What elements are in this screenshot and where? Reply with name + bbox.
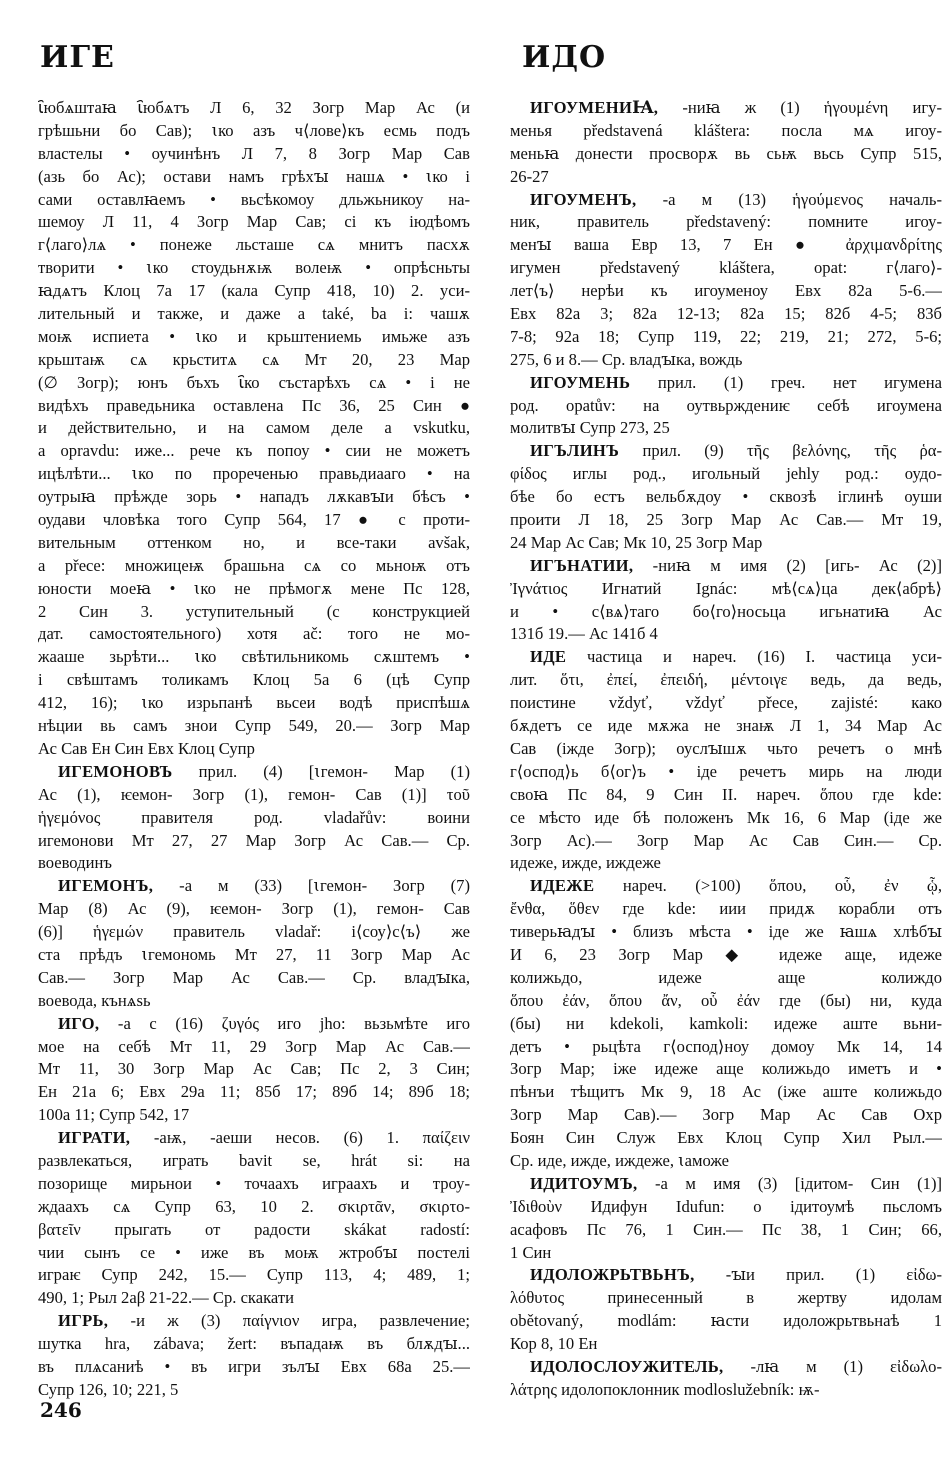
entry-text: (бы) ни kdekoli, kamkoli: идеже аште вьни- — [510, 1013, 942, 1033]
entry-line — [38, 417, 470, 440]
entry-text: играѥ Супр 242, 15.— Супр 113, 4; 489, 1; — [38, 1265, 470, 1285]
entry-text: шемоу Л 11, 4 Зогр Мар Сав; сі къ іюдѣомъ — [38, 212, 470, 232]
entry-text: позорище мирьнои • точаахъ играахъ и троу- — [38, 1173, 470, 1193]
entry-line — [38, 234, 470, 257]
entry-text: 490, 1; Рыл 2аβ 21-22.— Ср. скакати — [38, 1288, 294, 1308]
dictionary-entry — [510, 440, 942, 554]
headword: ИГРЬ, — [58, 1311, 109, 1331]
entry-text: Сав (іжде Зогр); оуслꙑшѫ чьто речетъ о мнѣ — [510, 738, 942, 758]
entry-line — [510, 623, 942, 646]
headword: ИДОЛОЖРЬТВЬНЪ, — [530, 1265, 695, 1285]
entry-line — [510, 875, 942, 898]
entry-line — [510, 1242, 942, 1265]
entry-text: λάτρης идолопоклонник modloslužebník: ѭ- — [510, 1379, 820, 1399]
entry-line — [38, 921, 470, 944]
dictionary-entry — [510, 875, 942, 1173]
entry-line — [510, 1036, 942, 1059]
headword: ИГО, — [58, 1013, 100, 1033]
entry-text: Зогр Мар Сав).— Зогр Мар Ас Сав Охр — [510, 1105, 942, 1125]
entry-text: юности моеꙗ • ꙇко не прѣмогѫ мене Пс 128, — [38, 578, 470, 598]
entry-line — [510, 257, 942, 280]
dictionary-entry — [510, 1356, 942, 1402]
running-head-left: ИГЕ — [40, 40, 115, 75]
entry-line — [510, 486, 942, 509]
entry-line — [510, 1081, 942, 1104]
entry-text: моѭ испиета • ꙇко и крьштениемь имьже азъ — [38, 326, 470, 346]
entry-line — [38, 1127, 470, 1150]
entry-line — [38, 303, 470, 326]
entry-line — [510, 738, 942, 761]
entry-text: нѣции вь самъ знои Супр 549, 20.— Зогр Мар — [38, 716, 470, 736]
entry-line — [510, 830, 942, 853]
entry-line — [38, 898, 470, 921]
entry-text: развлекаться, играть bavit se, hrát si: на — [38, 1150, 470, 1170]
entry-text: Мт 11, 30 Зогр Мар Ас Сав; Пс 2, 3 Син; — [38, 1059, 470, 1079]
entry-text: Сав.— Зогр Мар Ас Сав.— Ср. владꙑка, — [38, 967, 470, 987]
entry-line — [38, 852, 470, 875]
entry-line — [38, 1219, 470, 1242]
entry-line — [38, 1242, 470, 1265]
entry-line — [38, 257, 470, 280]
entry-text: βατεῖν прыгать от радости skákat radostí: — [38, 1219, 470, 1239]
entry-line — [38, 692, 470, 715]
entry-line — [510, 509, 942, 532]
entry-line — [38, 97, 470, 120]
entry-line — [38, 509, 470, 532]
entry-line — [510, 898, 942, 921]
entry-line — [38, 875, 470, 898]
headword: ИДЕ — [530, 647, 567, 667]
entry-line — [38, 669, 470, 692]
entry-text: -а м имя (3) [ідитом- Син (1)] — [637, 1173, 942, 1193]
dictionary-entry — [510, 646, 942, 875]
entry-line — [38, 761, 470, 784]
entry-line — [38, 784, 470, 807]
entry-text: Евх 82а 3; 82а 12-13; 82а 15; 82б 4-5; 83б — [510, 304, 942, 324]
entry-line — [38, 1173, 470, 1196]
entry-line — [38, 1081, 470, 1104]
headword: ИГЕМОНЪ, — [58, 876, 154, 896]
entry-text: -ꙑи прил. (1) εἰδω- — [694, 1265, 942, 1285]
entry-text: obětovaný, modlám: ꙗсти идоложрьтвьнаѣ 1 — [510, 1311, 942, 1331]
entry-line — [510, 692, 942, 715]
entry-text: лет⟨ъ⟩ нерѣи къ игоуменоу Евх 82а 5-6.— — [510, 281, 942, 301]
entry-text: Ен 21а 6; Евх 29а 11; 85б 17; 89б 14; 89б 18; — [38, 1082, 470, 1102]
entry-line — [38, 1264, 470, 1287]
entry-line — [38, 280, 470, 303]
entry-text: игемонови Мт 27, 27 Мар Зогр Ас Сав.— Ср. — [38, 830, 470, 850]
entry-line — [510, 852, 942, 875]
entry-text: ꙇ҄юбѧштаꙗ ꙇ҄юбѧтъ Л 6, 32 Зогр Мар Ас (и — [38, 98, 470, 117]
entry-text: колижьдо, идеже аще колиждо — [510, 967, 942, 987]
headword: ИДИТОУМЪ, — [530, 1173, 638, 1193]
entry-line — [510, 646, 942, 669]
entry-line — [510, 578, 942, 601]
dictionary-entry — [38, 1127, 470, 1310]
entry-text: 26-27 — [510, 166, 549, 186]
dictionary-entry — [38, 97, 470, 761]
entry-line — [38, 463, 470, 486]
entry-text: жааше зьрѣти... ꙇко свѣтильникомь сѫштемъ • — [38, 647, 470, 667]
dictionary-entry — [38, 761, 470, 875]
entry-line — [38, 440, 470, 463]
entry-line — [38, 1356, 470, 1379]
entry-line — [510, 990, 942, 1013]
entry-text: асафовъ Пс 76, 1 Син.— Пс 38, 1 Син; 66, — [510, 1219, 942, 1239]
entry-line — [510, 1379, 942, 1402]
entry-line — [38, 578, 470, 601]
entry-line — [38, 1150, 470, 1173]
entry-text: поистине vždyť, vždyť přece, zajisté: како — [510, 693, 942, 713]
entry-text: 131б 19.— Ас 141б 4 — [510, 624, 658, 644]
headword: ИГЕМОНОВЪ — [58, 761, 173, 781]
entry-line — [38, 990, 470, 1013]
entry-text: a přece: множицеѭ брашьна сѧ со мьноѭ отъ — [38, 555, 470, 575]
entry-text: ὅπου ἐάν, ὅπου ἄν, οὗ ἐάν где (бы) ни, куда — [510, 990, 942, 1010]
headword: ИДЕЖЕ — [530, 876, 595, 896]
entry-text: -аѭ, -аеши несов. (6) 1. παίζειν — [130, 1128, 470, 1148]
entry-line — [38, 189, 470, 212]
entry-line — [38, 120, 470, 143]
entry-text: въ плѧсаниѣ • въ игри зълꙑ Евх 68а 25.— — [38, 1356, 470, 1376]
entry-line — [38, 646, 470, 669]
entry-line — [38, 143, 470, 166]
entry-text: г⟨лаго⟩лѧ • понеже льсташе сѧ мнитъ пасхѫ — [38, 235, 470, 255]
column-left — [38, 97, 470, 1402]
entry-text: И 6, 23 Зогр Мар ◆ идеже аще, идеже — [510, 944, 942, 964]
entry-text: воевода, кънѧѕь — [38, 990, 151, 1010]
entry-line — [510, 234, 942, 257]
entry-text: творити • ꙇко стоудьнѫѭ волеѭ • опрѣсньты — [38, 258, 470, 278]
entry-text: крьштаѭ сѧ крьститѧ сѧ Мт 20, 23 Мар — [38, 349, 470, 369]
entry-line — [38, 807, 470, 830]
entry-line — [38, 349, 470, 372]
entry-text: властелы • оучинѣнъ Л 7, 8 Зогр Мар Сав — [38, 143, 470, 163]
entry-line — [510, 1219, 942, 1242]
entry-text: чии сынъ се • иже въ моѭ жтробꙑ постелі — [38, 1242, 470, 1262]
entry-text: ἔνθα, ὅθεν где kde: иии придѫ корабли отъ — [510, 899, 942, 919]
entry-text: менья představená kláštera: посла мѧ игоу- — [510, 120, 942, 140]
entry-line — [38, 166, 470, 189]
headword: ИДОЛОСЛОУЖИТЕЛЬ, — [530, 1356, 724, 1376]
entry-line — [38, 1333, 470, 1356]
entry-line — [38, 967, 470, 990]
entry-line — [510, 280, 942, 303]
headword: ИГРАТИ, — [58, 1128, 131, 1148]
entry-line — [38, 738, 470, 761]
dictionary-entry — [510, 97, 942, 189]
entry-line — [510, 463, 942, 486]
entry-text: Супр 126, 10; 221, 5 — [38, 1379, 179, 1399]
entry-line — [38, 1379, 470, 1402]
entry-text: -ниꙗ м имя (2) [игь- Ас (2)] — [633, 555, 942, 575]
entry-text: игумен představený kláštera, opat: г⟨лаго⟩- — [510, 258, 942, 278]
entry-text: -ниꙗ ж (1) ἡγουμένη игу- — [658, 98, 942, 117]
entry-line — [38, 372, 470, 395]
entry-text: (азь бо Ас); остави намъ грѣхꙑ нашѧ • ꙇко і — [38, 166, 470, 186]
entry-text: и • с⟨вѧ⟩таго бо⟨го⟩носьца игьнатиꙗ Ас — [510, 601, 942, 621]
dictionary-entry — [38, 1013, 470, 1127]
entry-text: Ἰγνάτιος Игнатий Ignác: мѣ⟨сѧ⟩ца дек⟨абрѣ⟩ — [510, 578, 942, 598]
entry-line — [38, 395, 470, 418]
entry-line — [510, 395, 942, 418]
entry-line — [510, 417, 942, 440]
entry-text: -и ж (3) παίγνιον игра, развлечение; — [108, 1311, 470, 1331]
entry-line — [510, 1356, 942, 1379]
entry-text: меньꙗ донести просворѫ вь сьѭ вьсь Супр 515, — [510, 143, 942, 163]
entry-line — [510, 555, 942, 578]
entry-text: прил. (1) греч. нет игумена — [630, 372, 942, 392]
entry-text: λόθυτος принесенный в жертву идолам — [510, 1288, 942, 1308]
entry-text: род. opatův: на оутвьрждениѥ себѣ игоумена — [510, 395, 942, 415]
entry-line — [510, 715, 942, 738]
entry-text: Мар (8) Ас (9), ѥемон- Зогр (1), гемон- Сав — [38, 899, 470, 919]
entry-text: дат. самостоятельного) хотя ač: того не мо- — [38, 624, 470, 644]
entry-line — [38, 944, 470, 967]
entry-text: ꙗдѧтъ Клоц 7а 17 (кала Супр 418, 10) 2. уси- — [38, 281, 470, 301]
dictionary-entry — [38, 1310, 470, 1402]
column-right — [510, 97, 942, 1402]
entry-text: ἡγεμόνος правителя род. vladařův: воини — [38, 807, 470, 827]
entry-text: ждаахъ сѧ Супр 63, 10 2. σκιρτᾶν, σκιρτο- — [38, 1196, 470, 1216]
entry-line — [38, 1104, 470, 1127]
entry-line — [510, 1287, 942, 1310]
entry-line — [510, 784, 942, 807]
entry-text: и действительно, и на самом деле a vskutku, — [38, 418, 470, 438]
entry-text: -а с (16) ζυγός иго jho: вьзьмѣте иго — [99, 1013, 470, 1033]
entry-text: частица и нареч. (16) I. частица уси- — [566, 647, 942, 667]
dictionary-entry — [510, 189, 942, 372]
entry-line — [510, 166, 942, 189]
headword: ИГОУМЕНИꙖ, — [530, 98, 659, 117]
entry-line — [38, 211, 470, 234]
entry-text: 7-8; 92а 18; Супр 119, 22; 219, 21; 272, 5-6; — [510, 326, 942, 346]
entry-text: оутрыꙗ прѣжде зорь • нападъ лѫкавꙑи бѣсъ • — [38, 487, 470, 507]
entry-text: видѣхъ праведьника оставлена Пс 36, 25 Син ● — [38, 395, 470, 415]
entry-line — [510, 372, 942, 395]
entry-line — [38, 601, 470, 624]
entry-text: оудави чловѣка того Супр 564, 17 ● с проти- — [38, 510, 470, 530]
entry-text: сами оставлꙗемъ • вьсѣкомоу дльжьникоу на- — [38, 189, 470, 209]
entry-line — [510, 440, 942, 463]
entry-text: мое на себѣ Мт 11, 29 Зогр Мар Ас Сав.— — [38, 1036, 470, 1056]
entry-text: вительным оттенком но, и все-таки avšak, — [38, 532, 470, 552]
entry-text: (6)] ἡγεμών правитель vladař: і⟨соу⟩с⟨ъ⟩ же — [38, 922, 470, 942]
entry-text: се мѣсто иде бѣ положенъ Мк 16, 6 Мар (іде же — [510, 807, 942, 827]
entry-text: идеже, иждe, иждеже — [510, 853, 661, 873]
entry-text: нареч. (>100) ὅπου, οὗ, ἐν ᾧ, — [594, 876, 942, 896]
entry-line — [510, 967, 942, 990]
entry-text: -а м (33) [ꙇгемон- Зогр (7) — [153, 876, 470, 896]
entry-text: ицѣлѣти... ꙇко по прореченью правьдиааго • на — [38, 464, 470, 484]
entry-line — [510, 1104, 942, 1127]
entry-line — [510, 211, 942, 234]
entry-line — [38, 1058, 470, 1081]
entry-text: шутка hra, zábava; žert: въпадаѭ въ блѫдꙑ... — [38, 1334, 470, 1354]
entry-line — [38, 715, 470, 738]
entry-line — [510, 761, 942, 784]
entry-line — [510, 807, 942, 830]
entry-text: лит. ὅτι, ἐπεί, ἐπειδή, μέντοιγε ведь, да ведь, — [510, 670, 942, 690]
entry-text: (∅ Зогр); юнъ бъхъ ꙇ҄ко състарѣхъ сѧ • і не — [38, 372, 470, 392]
entry-text: -лꙗ м (1) εἰδωλο- — [723, 1356, 942, 1376]
entry-text: Ср. иде, ижде, иждеже, ꙇаможе — [510, 1150, 730, 1170]
entry-line — [510, 1173, 942, 1196]
entry-line — [510, 1310, 942, 1333]
entry-text: прил. (4) [ꙇгемон- Мар (1) — [172, 761, 470, 781]
entry-text: Ἰδιθοὺν Идифун Idufun: о ідитоумѣ пьсломъ — [510, 1196, 942, 1216]
entry-text: 24 Мар Ас Сав; Мк 10, 25 Зогр Мар — [510, 532, 763, 552]
entry-line — [510, 532, 942, 555]
dictionary-entry — [38, 875, 470, 1012]
entry-text: воеводинъ — [38, 853, 112, 873]
entry-text: Боян Син Служ Евх Клоц Супр Хил Рыл.— — [510, 1128, 942, 1148]
entry-text: молитвꙑ Супр 273, 25 — [510, 418, 670, 438]
entry-line — [38, 1196, 470, 1219]
entry-line — [510, 944, 942, 967]
entry-text: Ас (1), ѥемон- Зогр (1), гемон- Сав (1)] τοῦ — [38, 784, 470, 804]
dictionary-entry — [510, 1264, 942, 1356]
dictionary-entry — [510, 372, 942, 441]
entry-line — [510, 669, 942, 692]
entry-text: г⟨оспод⟩ь б⟨ог⟩ъ • іде речетъ мирь на люди — [510, 761, 942, 781]
entry-line — [38, 1310, 470, 1333]
entry-text: 2 Син 3. уступительный (с конструкцией — [38, 601, 470, 621]
entry-text: своꙗ Пс 84, 9 Син II. нареч. ὅπου где kde: — [510, 784, 942, 804]
entry-text: 100а 11; Супр 542, 17 — [38, 1105, 190, 1125]
page-number: 246 — [40, 1398, 82, 1422]
entry-text: лительный и также, и даже a také, ba i: чашѫ — [38, 304, 470, 324]
entry-line — [510, 1058, 942, 1081]
headword: ИГЪНАТИИ, — [530, 555, 634, 575]
entry-line — [510, 1127, 942, 1150]
entry-line — [38, 326, 470, 349]
entry-text: бѣе бо естъ вельбѫдоу • сквозѣ іглинѣ оуши — [510, 487, 942, 507]
entry-text: Ас Сав Ен Син Евх Клоц Супр — [38, 738, 255, 758]
headword: ИГОУМЕНЪ, — [530, 189, 637, 209]
entry-line — [510, 1264, 942, 1287]
entry-text: грѣшьни бо Сав); ꙇко азъ ч⟨лове⟩къ есмь подъ — [38, 120, 470, 140]
entry-text: a opravdu: иже... рече къ попоу • сии не можетъ — [38, 441, 470, 461]
headword: ИГЪЛИНЪ — [530, 441, 620, 461]
dictionary-entry — [510, 555, 942, 647]
headword: ИГОУМЕНЬ — [530, 372, 631, 392]
dictionary-entry — [510, 1173, 942, 1265]
entry-text: φίδος иглы род., игольный jehly род.: оудо- — [510, 464, 942, 484]
entry-text: прил. (9) τῆς βελόνης, τῆς ῥα- — [619, 441, 942, 461]
entry-text: 1 Син — [510, 1242, 552, 1262]
entry-text: ста прѣдъ ꙇгемономь Мт 27, 11 Зогр Мар Ас — [38, 944, 470, 964]
entry-line — [38, 555, 470, 578]
entry-line — [38, 532, 470, 555]
entry-line — [38, 1036, 470, 1059]
entry-line — [38, 1287, 470, 1310]
entry-line — [510, 143, 942, 166]
entry-text: детъ • рьцѣта г⟨оспод⟩ноу домоу Мк 14, 14 — [510, 1036, 942, 1056]
entry-text: Кор 8, 10 Ен — [510, 1334, 598, 1354]
entry-line — [38, 830, 470, 853]
entry-line — [510, 189, 942, 212]
entry-text: бѫдетъ се иде мѫжа не знаѭ Л 1, 34 Мар Ас — [510, 716, 942, 736]
entry-text: пѣнъи тѣщитъ Мк 9, 18 Ас (іже аште колижьдо — [510, 1082, 942, 1102]
entry-line — [510, 303, 942, 326]
entry-line — [38, 1013, 470, 1036]
entry-line — [510, 120, 942, 143]
entry-line — [510, 1150, 942, 1173]
entry-text: і свѣштамъ толикамъ Клоц 5а 6 (цѣ Супр — [38, 670, 470, 690]
entry-text: -а м (13) ἡγούμενος началь- — [636, 189, 942, 209]
entry-line — [510, 1013, 942, 1036]
entry-line — [510, 921, 942, 944]
entry-text: 275, 6 и 8.— Ср. владꙑка, вождь — [510, 349, 743, 369]
entry-line — [510, 349, 942, 372]
entry-text: менꙑ ваша Евр 13, 7 Ен ● ἀρχιμανδρίτης — [510, 235, 942, 255]
entry-line — [38, 486, 470, 509]
running-head-right: ИДО — [522, 40, 607, 75]
entry-line — [510, 97, 942, 120]
entry-line — [510, 326, 942, 349]
entry-text: 412, 16); ꙇко изрьпанѣ вьсеи водѣ приспѣшѧ — [38, 693, 470, 713]
entry-text: тиверьꙗдꙑ • близъ мѣста • іде же ꙗшѧ хлѣбꙑ — [510, 922, 942, 942]
entry-line — [510, 1196, 942, 1219]
entry-line — [38, 623, 470, 646]
entry-text: Зогр Ас).— Зогр Мар Ас Сав Син.— Ср. — [510, 830, 942, 850]
entry-text: Зогр Мар; іже идеже аще колижьдо иметъ и • — [510, 1059, 942, 1079]
entry-text: проити Л 18, 25 Зогр Мар Ас Сав.— Мт 19, — [510, 510, 942, 530]
entry-line — [510, 601, 942, 624]
entry-text: ник, правитель představený: помните игоу- — [510, 212, 942, 232]
entry-line — [510, 1333, 942, 1356]
